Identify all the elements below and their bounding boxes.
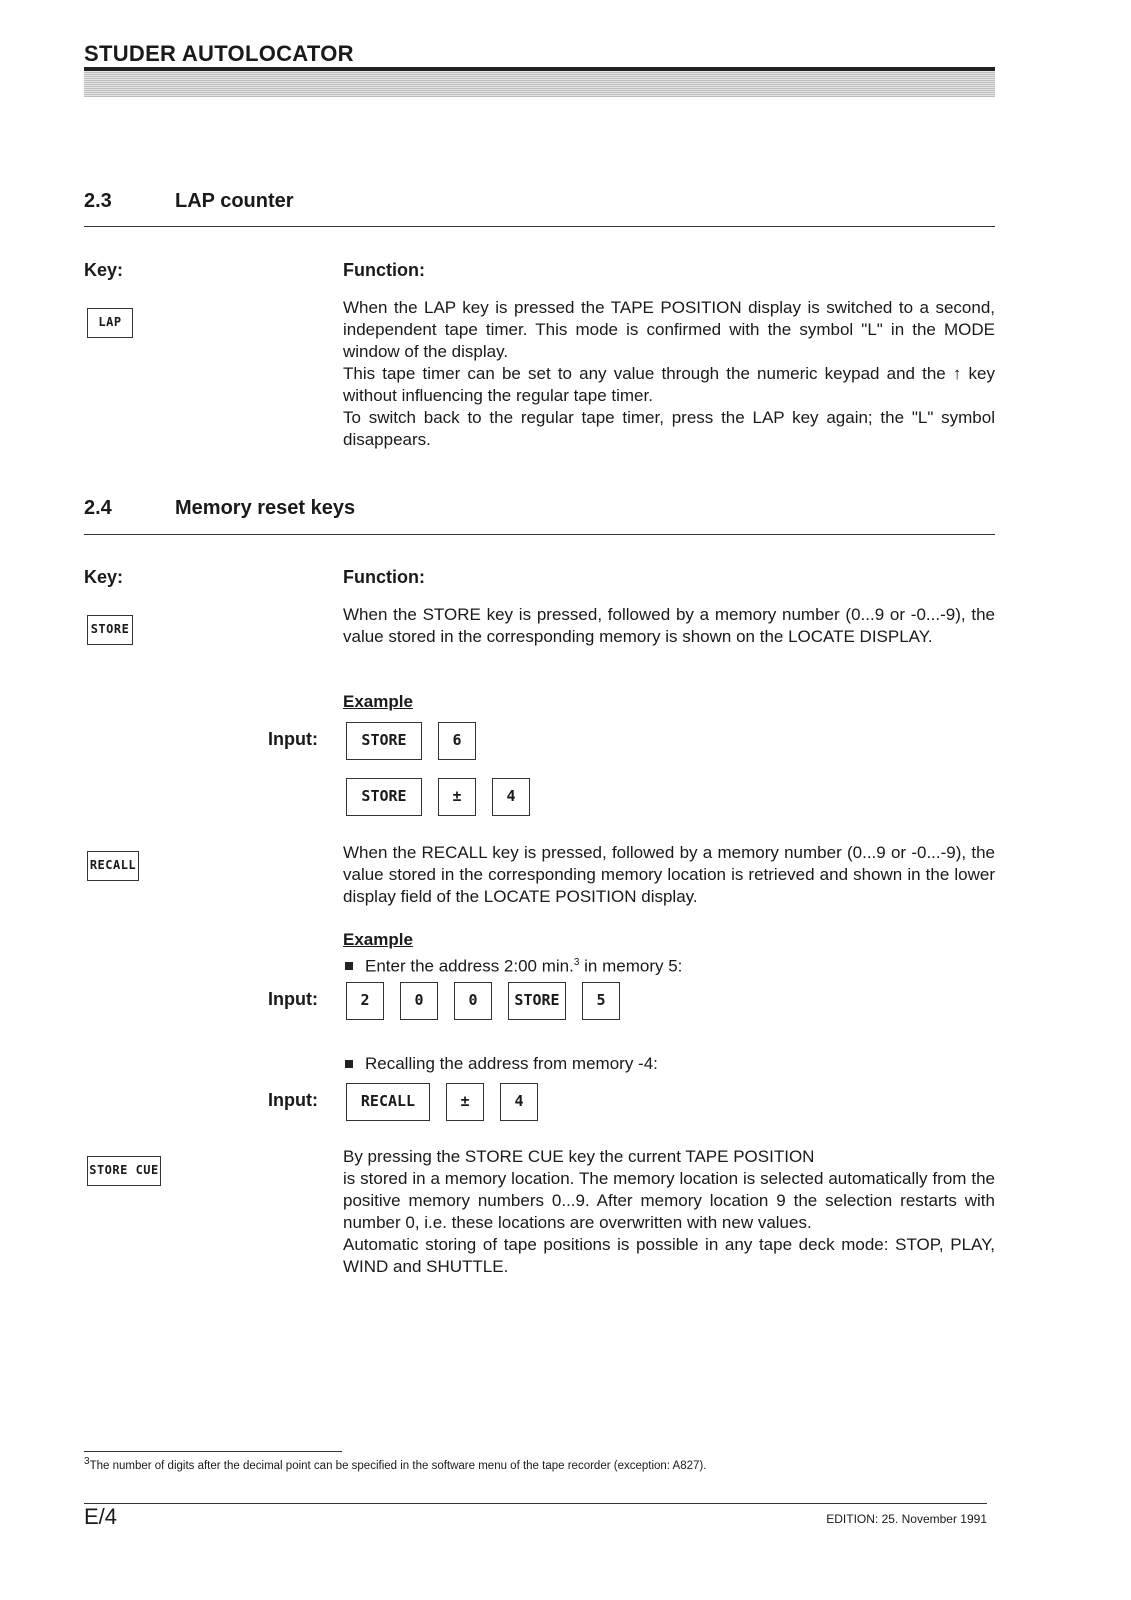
recall-key: RECALL <box>87 851 139 881</box>
example-2-key-row-2 <box>346 1083 538 1121</box>
digit-keycap: 2 <box>346 982 384 1020</box>
footnote <box>84 1456 706 1472</box>
digit-keycap: 6 <box>438 722 476 760</box>
store-keycap: STORE <box>508 982 566 1020</box>
edition-date: EDITION: 25. November 1991 <box>826 1512 987 1526</box>
digit-keycap: 0 <box>454 982 492 1020</box>
function-column-label: Function: <box>343 567 425 587</box>
digit-keycap: 5 <box>582 982 620 1020</box>
digit-keycap: 4 <box>492 778 530 816</box>
section-2-3-rule <box>84 226 995 227</box>
lap-paragraph-3: To switch back to the regular tape timer, press the LAP key again; the "L" symbol disappears. <box>343 408 995 449</box>
example-2-bullet-1 <box>343 952 682 978</box>
input-label: Input: <box>268 1090 318 1110</box>
recall-keycap: RECALL <box>346 1083 430 1121</box>
section-2-4-rule <box>84 534 995 535</box>
lap-paragraph-2: This tape timer can be set to any value through the numeric keypad and the ↑ key without influencing the regular tape timer. <box>343 364 995 405</box>
footnote-rule <box>84 1451 342 1452</box>
digit-keycap: 4 <box>500 1083 538 1121</box>
store-key: STORE <box>87 615 133 645</box>
store-keycap: STORE <box>346 778 422 816</box>
store-cue-line-1: By pressing the STORE CUE key the current TAPE POSITION <box>343 1147 815 1166</box>
footer-rule <box>84 1503 987 1504</box>
store-cue-paragraph-2: Automatic storing of tape positions is possible in any tape deck mode: STOP, PLAY, WIND and SHUTTLE. <box>343 1235 995 1276</box>
recall-function-text: When the RECALL key is pressed, followed by a memory number (0...9 or -0...-9), the value stored in the corresponding memory location is retrieved and shown in the lower display field of the LOCATE POSITION display. <box>343 843 995 906</box>
plus-minus-keycap: ± <box>446 1083 484 1121</box>
example-1-heading: Example <box>343 692 413 711</box>
example-2-key-row-1 <box>346 982 620 1020</box>
example-2-heading: Example <box>343 930 413 949</box>
digit-keycap: 0 <box>400 982 438 1020</box>
section-2-3-title: LAP counter <box>175 190 294 212</box>
example-1-key-row-2 <box>346 778 530 816</box>
plus-minus-keycap: ± <box>438 778 476 816</box>
key-column-label: Key: <box>84 260 124 280</box>
document-header-title: STUDER AUTOLOCATOR <box>84 41 354 66</box>
lap-function-text <box>343 297 995 451</box>
store-cue-function-text <box>343 1146 995 1278</box>
lap-key: LAP <box>87 308 133 338</box>
example-1-key-row-1 <box>346 722 476 760</box>
lap-paragraph-1: When the LAP key is pressed the TAPE POSITION display is switched to a second, independent tape timer. This mode is confirmed with the symbol "L" in the MODE window of the display. <box>343 298 995 361</box>
footnote-reference: 3 <box>573 957 580 968</box>
store-cue-key: STORE CUE <box>87 1156 161 1186</box>
bullet-1-text-post: in memory 5: <box>579 956 683 976</box>
example-2-bullet-2 <box>343 1053 658 1075</box>
bullet-2-text: Recalling the address from memory -4: <box>365 1054 658 1073</box>
footnote-text: The number of digits after the decimal point can be specified in the software menu of the tape recorder (exception: A827). <box>89 1459 707 1472</box>
bullet-1-text-pre: Enter the address 2:00 min. <box>365 956 574 976</box>
page-number: E/4 <box>84 1504 118 1529</box>
footnote-mark: 3 <box>84 1456 90 1467</box>
bullet-icon <box>345 1060 353 1068</box>
input-label: Input: <box>268 989 318 1009</box>
store-function-text: When the STORE key is pressed, followed by a memory number (0...9 or -0...-9), the value stored in the corresponding memory is shown on the LOCATE DISPLAY. <box>343 605 995 646</box>
section-2-4-title: Memory reset keys <box>175 497 356 519</box>
section-2-3-number: 2.3 <box>84 190 112 212</box>
function-column-label: Function: <box>343 260 425 280</box>
header-bar <box>84 67 995 97</box>
store-cue-paragraph-1: is stored in a memory location. The memory location is selected automatically from the positive memory numbers 0...9. After memory location 9 the selection restarts with number 0, i.e. these locations are overwritten with new values. <box>343 1169 995 1232</box>
input-label: Input: <box>268 729 318 749</box>
store-keycap: STORE <box>346 722 422 760</box>
bullet-icon <box>345 962 353 970</box>
section-2-4-number: 2.4 <box>84 497 112 519</box>
key-column-label: Key: <box>84 567 124 587</box>
